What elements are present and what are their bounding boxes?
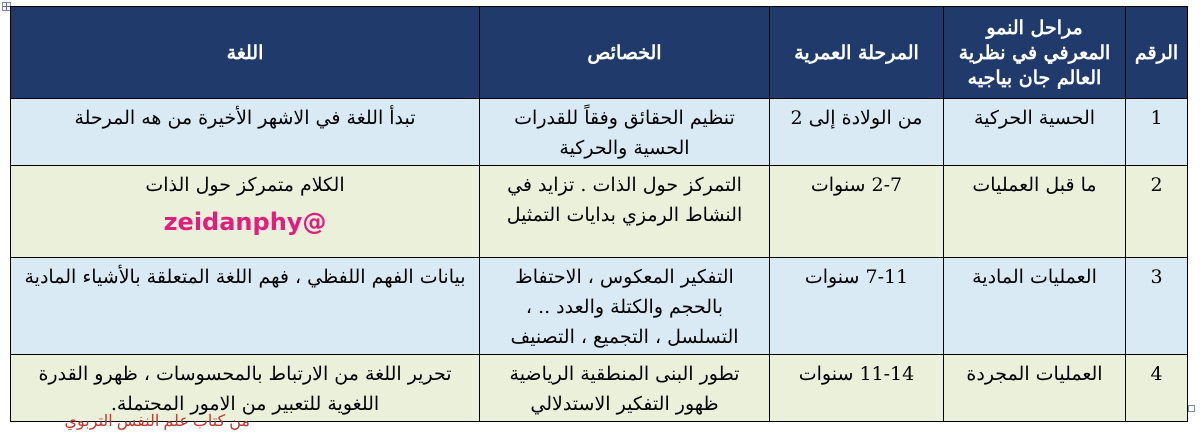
cell-language: تحرير اللغة من الارتباط بالمحسوسات ، ظهرو القدرة اللغوية للتعبير من الامور المحتملة. <box>11 355 480 422</box>
cell-stage: العمليات المادية <box>944 258 1126 355</box>
table-row <box>11 258 1188 355</box>
cell-number: 2 <box>1126 166 1188 258</box>
cell-age: 11-14 سنوات <box>770 355 944 422</box>
cell-number: 3 <box>1126 258 1188 355</box>
cell-number: 4 <box>1126 355 1188 422</box>
cell-stage: الحسية الحركية <box>944 99 1126 166</box>
cell-stage: ما قبل العمليات <box>944 166 1126 258</box>
cell-traits: التمركز حول الذات . تزايد في النشاط الرمزي بدايات التمثيل <box>480 166 770 258</box>
table-row <box>11 99 1188 166</box>
cell-language-text: الكلام متمركز حول الذات <box>145 174 345 196</box>
header-language: اللغة <box>11 7 480 99</box>
table-row <box>11 166 1188 258</box>
cell-age: 2-7 سنوات <box>770 166 944 258</box>
cell-age: من الولادة إلى 2 <box>770 99 944 166</box>
header-traits: الخصائص <box>480 7 770 99</box>
source-caption: من كتاب علم النفس التربوي <box>64 413 250 430</box>
header-number: الرقم <box>1126 7 1188 99</box>
cell-traits: تنظيم الحقائق وفقاً للقدرات الحسية والحركية <box>480 99 770 166</box>
cell-age: 7-11 سنوات <box>770 258 944 355</box>
cell-language: بيانات الفهم اللفظي ، فهم اللغة المتعلقة بالأشياء المادية <box>11 258 480 355</box>
table-header-row <box>11 7 1188 99</box>
piaget-stages-table <box>10 6 1188 422</box>
cell-traits: التفكير المعكوس ، الاحتفاظ بالحجم والكتلة والعدد .. ، التسلسل ، التجميع ، التصنيف <box>480 258 770 355</box>
author-handle: @zeidanphy <box>163 208 327 236</box>
cell-language: تبدأ اللغة في الاشهر الأخيرة من هه المرحلة <box>11 99 480 166</box>
header-age: المرحلة العمرية <box>770 7 944 99</box>
cell-language <box>11 166 480 258</box>
header-stage: مراحل النمو المعرفي في نظرية العالم جان بياجيه <box>944 7 1126 99</box>
cell-stage: العمليات المجردة <box>944 355 1126 422</box>
table-resize-handle-icon[interactable] <box>1188 405 1195 412</box>
cell-traits: تطور البنى المنطقية الرياضية ظهور التفكير الاستدلالي <box>480 355 770 422</box>
cell-number: 1 <box>1126 99 1188 166</box>
